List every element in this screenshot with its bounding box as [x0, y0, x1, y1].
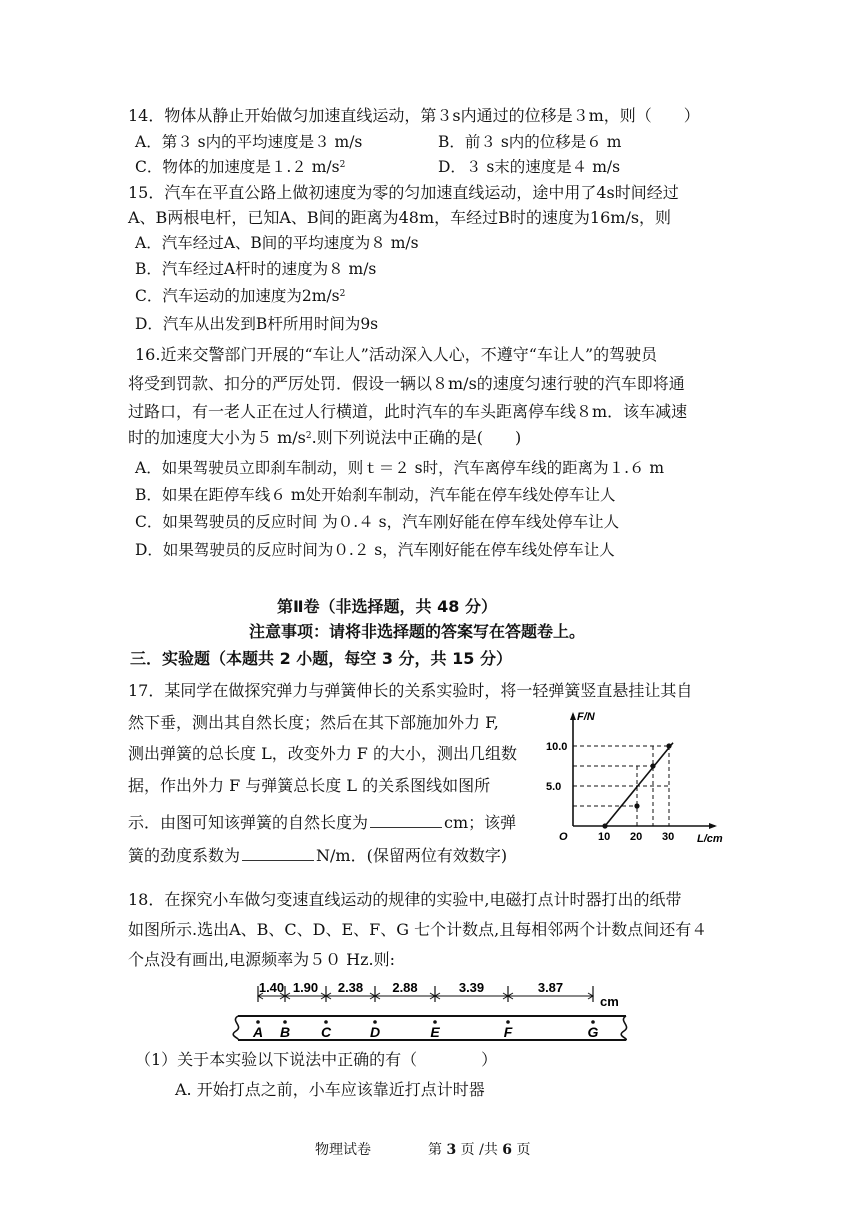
data-line: [605, 743, 673, 826]
q15-option-d: D．汽车从出发到B杆所用时间为9s: [135, 315, 379, 333]
x-tick-label: 30: [662, 831, 675, 843]
q14-option-c: C．物体的加速度是１.２ $m/s^2$: [135, 158, 346, 176]
q14-option-a: A．第３ s内的平均速度是３ m/s: [135, 133, 363, 151]
distance-label: 2.88: [392, 980, 418, 995]
distance-label: 3.39: [458, 980, 485, 995]
q15-option-a: A．汽车经过A、B间的平均速度为８ m/s: [135, 234, 419, 252]
q18-line-1: 18．在探究小车做匀变速直线运动的规律的实验中,电磁打点计时器打出的纸带: [128, 890, 682, 909]
q18-sub1: （1）关于本实验以下说法中正确的有（ ）: [135, 1050, 498, 1069]
distance-label: 1.90: [292, 980, 319, 995]
tape-point-label: G: [587, 1024, 599, 1040]
q17-line-6: 簧的劲度系数为 N/m．(保留两位有效数字): [128, 846, 508, 865]
y-axis-label: F/N: [577, 711, 595, 723]
tape-right-tear: [621, 1016, 626, 1040]
q18-line-2: 如图所示.选出A、B、C、D、E、F、G 七个计数点,且每相邻两个计数点间还有４: [128, 920, 708, 939]
y-axis-arrow: [570, 712, 576, 720]
answer-blank-spring-constant: [242, 846, 314, 861]
q14-option-b: B．前３ s内的位移是６ m: [438, 133, 622, 151]
q17-line-5: 示．由图可知该弹簧的自然长度为 cm；该弹: [128, 813, 517, 832]
q16-option-a: A．如果驾驶员立即刹车制动，则ｔ＝２ s时，汽车离停车线的距离为１.６ m: [135, 459, 665, 477]
q16-stem-4: 时的加速度大小为５ $m/s^2$.则下列说法中正确的是( ): [128, 428, 522, 447]
x-tick-label: 20: [630, 831, 643, 843]
q15-option-c: C．汽车运动的加速度为$2m/s^2$: [135, 287, 346, 305]
q17-line-1: 17．某同学在做探究弹力与弹簧伸长的关系实验时，将一轻弹簧竖直悬挂让其自: [128, 681, 693, 700]
x-axis-arrow: [709, 823, 717, 829]
q16-option-c: C．如果驾驶员的反应时间 为０.４ s，汽车刚好能在停车线处停车让人: [135, 513, 620, 531]
answer-blank-natural-length: [370, 813, 442, 828]
distance-label: 1.40: [258, 980, 285, 995]
q15-option-b: B．汽车经过A杆时的速度为８ m/s: [135, 260, 377, 278]
q15-stem-1: 15．汽车在平直公路上做初速度为零的匀加速直线运动，途中用了4s时间经过: [128, 183, 679, 202]
part2-note: 注意事项：请将非选择题的答案写在答题卷上。: [249, 622, 586, 641]
chart-root: [546, 711, 723, 845]
tape-root: [233, 980, 626, 1040]
tape-point-label: A: [252, 1024, 264, 1040]
q16-stem-1: 16.近来交警部门开展的“车让人”活动深入人心，不遵守“车让人”的驾驶员: [135, 345, 658, 364]
origin-label: O: [559, 831, 568, 843]
data-point: [602, 823, 607, 828]
section3-heading: 三．实验题（本题共 2 小题，每空 3 分，共 15 分）: [130, 649, 512, 668]
q17-line-4: 据，作出外力 F 与弹簧总长度 L 的关系图线如图所: [128, 776, 491, 795]
q18-sub1-option-a: A. 开始打点之前，小车应该靠近打点计时器: [175, 1080, 485, 1099]
q14-stem: 14．物体从静止开始做匀加速直线运动，第３s内通过的位移是３m，则（ ）: [128, 106, 700, 125]
distance-label: 2.38: [337, 980, 364, 995]
q17-line-3: 测出弹簧的总长度 L，改变外力 F 的大小，测出几组数: [128, 744, 517, 763]
q15-stem-2: A、B两根电杆，已知A、B间的距离为48m，车经过B时的速度为16m/s，则: [128, 208, 672, 227]
tape-point-label: B: [279, 1024, 291, 1040]
tape-point-label: F: [503, 1024, 513, 1040]
q16-option-d: D．如果驾驶员的反应时间为０.２ s，汽车刚好能在停车线处停车让人: [135, 541, 615, 559]
paper-tape-figure: [228, 976, 640, 1050]
tape-point-label: E: [430, 1024, 440, 1040]
q14-option-d: D．３ s末的速度是４ m/s: [438, 158, 621, 176]
data-point: [650, 763, 655, 768]
q16-option-b: B．如果在距停车线６ m处开始刹车制动，汽车能在停车线处停车让人: [135, 486, 616, 504]
unit-label: cm: [600, 994, 619, 1009]
y-tick-label: 5.0: [546, 781, 562, 793]
y-tick-label: 10.0: [546, 741, 568, 753]
distance-label: 3.87: [537, 980, 564, 995]
data-point: [634, 803, 639, 808]
part2-title: 第Ⅱ卷（非选择题，共 48 分）: [277, 597, 497, 616]
q16-stem-2: 将受到罚款、扣分的严厉处罚．假设一辆以８m/s的速度匀速行驶的汽车即将通: [128, 374, 685, 393]
tape-point-label: C: [320, 1024, 332, 1040]
footer-page: 第 3 页 /共 6 页: [428, 1142, 531, 1158]
data-point: [666, 743, 671, 748]
footer-subject: 物理试卷: [315, 1142, 371, 1158]
tape-left-tear: [233, 1016, 238, 1040]
x-tick-label: 10: [598, 831, 611, 843]
force-length-chart: [537, 706, 727, 846]
q18-line-3: 个点没有画出,电源频率为５０ Hz.则:: [128, 950, 396, 969]
x-axis-label: L/cm: [697, 833, 723, 845]
q17-line-2: 然下垂，测出其自然长度；然后在其下部施加外力 F,: [128, 713, 499, 732]
q16-stem-3: 过路口，有一老人正在过人行横道，此时汽车的车头距离停车线８m．该车减速: [128, 402, 688, 421]
tape-point-label: D: [369, 1024, 381, 1040]
